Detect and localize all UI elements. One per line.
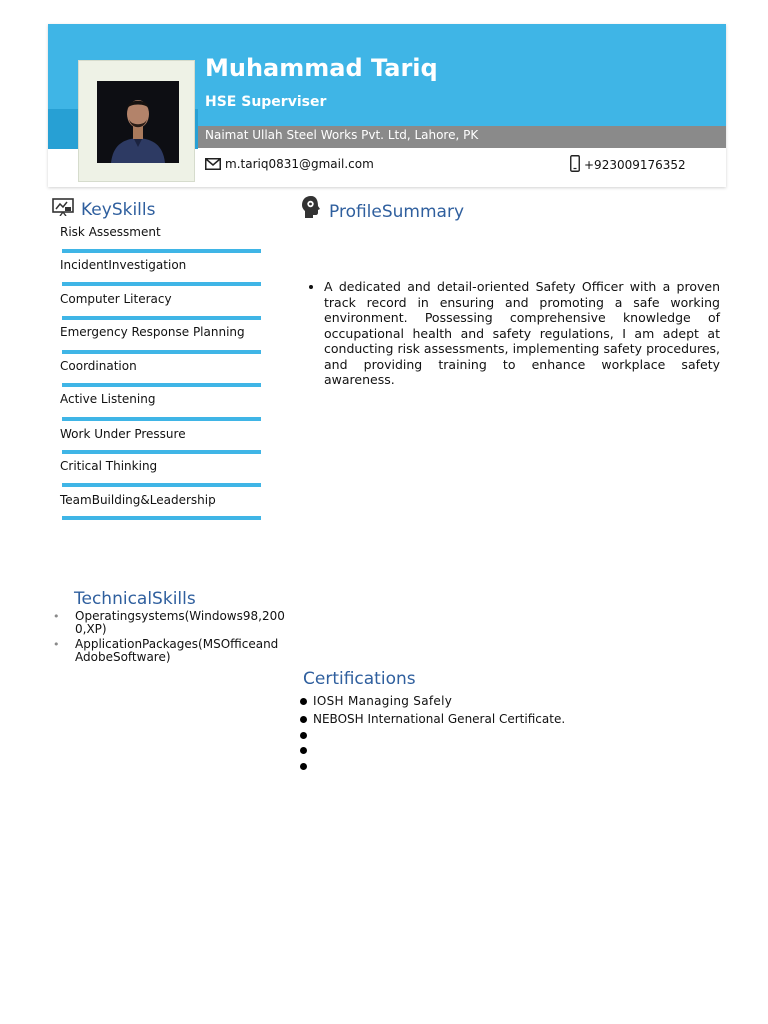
bullet-icon [300,732,307,739]
skill-item: Computer Literacy [60,292,172,306]
bullet-icon [300,763,307,770]
summary-paragraph: • A dedicated and detail-oriented Safety Officer with a proven track record in ensuring and promoting a safe working environment. Possessing comprehensive knowledge of occupational health and safety regulations, I am adept at conducting risk assessments, implementing safety procedures, and providing training to enhance workplace safety awareness. [324,279,720,388]
list-item [52,638,290,664]
skill-item: Active Listening [60,392,156,406]
skill-divider [62,282,261,286]
mobile-phone-icon [570,155,580,172]
skill-divider [62,516,261,520]
skill-item: Risk Assessment [60,225,161,239]
skill-item: Critical Thinking [60,459,158,473]
tech-skill-text: Operatingsystems(Windows98,2000,XP) [75,609,285,636]
company-text: Naimat Ullah Steel Works Pvt. Ltd, Lahore, PK [205,128,479,142]
profile-summary-heading: ProfileSummary [329,202,465,222]
skill-item: Work Under Pressure [60,427,186,441]
certification-item [300,747,313,754]
certifications-heading: Certifications [303,669,416,689]
skill-divider [62,350,261,354]
phone-contact [570,154,686,172]
skill-divider [62,417,261,421]
person-silhouette-icon [97,81,179,163]
skill-divider [62,383,261,387]
profile-photo-frame [78,60,195,182]
certification-item [300,763,313,770]
certification-item [300,712,565,726]
candidate-role: HSE Superviser [205,94,327,110]
head-gear-icon [301,195,321,219]
bullet-icon: • [53,610,60,623]
skill-divider [62,249,261,253]
candidate-name: Muhammad Tariq [205,54,438,82]
skill-divider [62,450,261,454]
certification-item [300,694,452,708]
resume-header [48,24,726,187]
bullet-icon [300,716,307,723]
skill-item: Emergency Response Planning [60,325,245,339]
technical-skills-list [52,610,290,666]
list-item [52,610,290,636]
bullet-icon: • [53,638,60,651]
certification-item [300,732,313,739]
key-skills-heading: KeySkills [81,200,156,220]
bullet-icon [300,747,307,754]
technical-skills-heading: TechnicalSkills [74,589,196,609]
tech-skill-text: ApplicationPackages(MSOfficeandAdobeSoftware) [75,637,279,664]
email-text: m.tariq0831@gmail.com [225,157,374,171]
profile-summary [302,279,720,388]
envelope-icon [205,158,221,170]
skill-divider [62,483,261,487]
skill-item: Coordination [60,359,137,373]
certification-text: NEBOSH International General Certificate. [313,712,566,726]
profile-photo [97,81,179,163]
skill-item: IncidentInvestigation [60,258,187,272]
skill-divider [62,316,261,320]
certification-text: IOSH Managing Safely [313,694,453,708]
skill-item: TeamBuilding&Leadership [60,493,216,507]
email-contact [205,157,374,171]
presentation-board-icon [52,198,74,216]
phone-text: +923009176352 [584,158,686,172]
bullet-icon [300,698,307,705]
